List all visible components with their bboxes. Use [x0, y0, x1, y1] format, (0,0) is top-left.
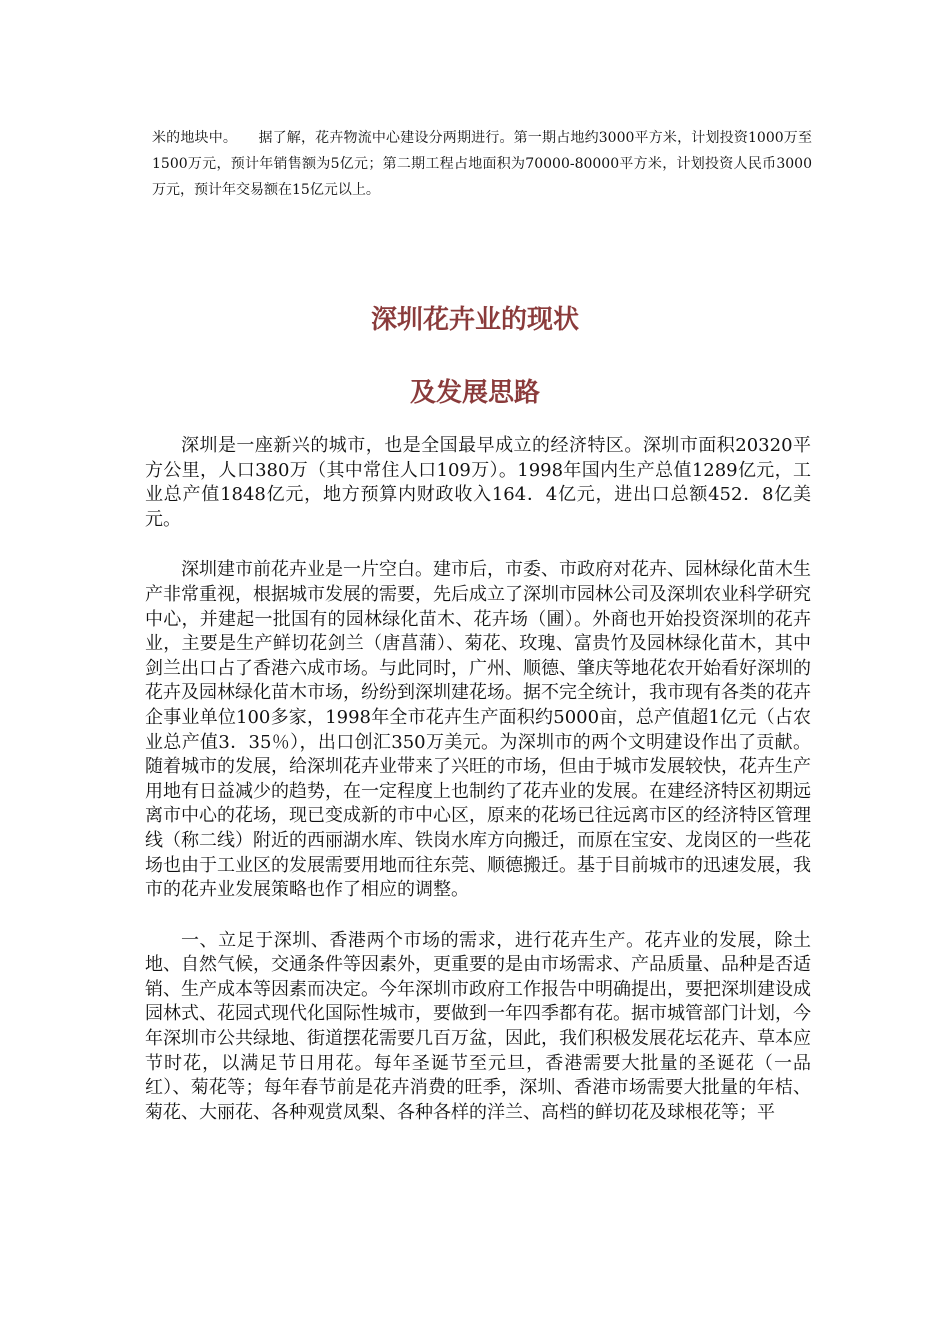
article-body [145, 434, 811, 1151]
article-title-line-1: 深圳花卉业的现状 [370, 305, 579, 335]
article-title-line-2: 及发展思路 [409, 378, 540, 408]
intro-paragraph: 米的地块中。 据了解，花卉物流中心建设分两期进行。第一期占地约3000平方米，计划投资1000万至1500万元，预计年销售额为5亿元；第二期工程占地面积为70000-80000平方米，计划投资人民币3000万元，预计年交易额在15亿元以上。 [152, 130, 812, 198]
body-paragraph-2: 深圳建市前花卉业是一片空白。建市后，市委、市政府对花卉、园林绿化苗木生产非常重视，根据城市发展的需要，先后成立了深圳市园林公司及深圳农业科学研究中心，并建起一批国有的园林绿化苗木、花卉场（圃）。外商也开始投资深圳的花卉业，主要是生产鲜切花剑兰（唐菖蒲）、菊花、玫瑰、富贵竹及园林绿化苗木，其中剑兰出口占了香港六成市场。与此同时，广州、顺德、肇庆等地花农开始看好深圳的花卉及园林绿化苗木市场，纷纷到深圳建花场。据不完全统计，我市现有各类的花卉企事业单位100多家，1998年全市花卉生产面积约5000亩，总产值超1亿元（占农业总产值3．35％），出口创汇350万美元。为深圳市的两个文明建设作出了贡献。随着城市的发展，给深圳花卉业带来了兴旺的市场，但由于城市发展较快，花卉生产用地有日益减少的趋势，在一定程度上也制约了花卉业的发展。在建经济特区初期远离市中心的花场，现已变成新的市中心区，原来的花场已往远离市区的经济特区管理线（称二线）附近的西丽湖水库、铁岗水库方向搬迁，而原在宝安、龙岗区的一些花场也由于工业区的发展需要用地而往东莞、顺德搬迁。基于目前城市的迅速发展，我市的花卉业发展策略也作了相应的调整。 [145, 559, 811, 901]
body-paragraph-1: 深圳是一座新兴的城市，也是全国最早成立的经济特区。深圳市面积20320平方公里，人口380万（其中常住人口109万）。1998年国内生产总值1289亿元，工业总产值1848亿元，地方预算内财政收入164．4亿元，进出口总额452．8亿美元。 [145, 435, 811, 530]
body-paragraph-3: 一、立足于深圳、香港两个市场的需求，进行花卉生产。花卉业的发展，除土地、自然气候，交通条件等因素外，更重要的是由市场需求、产品质量、品种是否适销、生产成本等因素而决定。今年深圳市政府工作报告中明确提出，要把深圳建设成园林式、花园式现代化国际性城市，要做到一年四季都有花。据市城管部门计划，今年深圳市公共绿地、街道摆花需要几百万盆，因此，我们积极发展花坛花卉、草本应节时花，以满足节日用花。每年圣诞节至元旦，香港需要大批量的圣诞花（一品红）、菊花等；每年春节前是花卉消费的旺季，深圳、香港市场需要大批量的年桔、菊花、大丽花、各种观赏凤梨、各种各样的洋兰、高档的鲜切花及球根花等；平 [145, 929, 811, 1123]
